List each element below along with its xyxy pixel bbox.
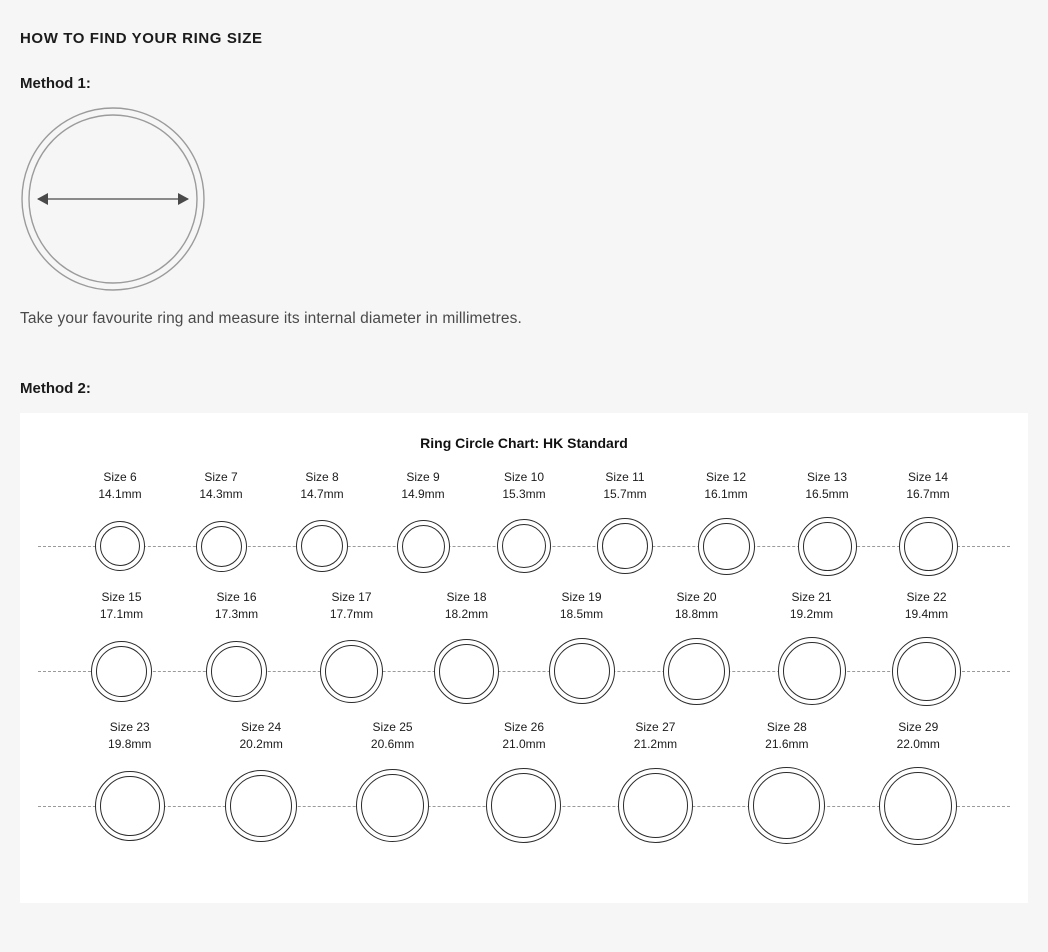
- ring-size-label: [294, 589, 409, 624]
- method-1-caption: Take your favourite ring and measure its internal diameter in millimetres.: [20, 310, 522, 327]
- ring-size-label: [869, 589, 984, 624]
- ring-size-label: [777, 469, 878, 504]
- ring-size-diameter: 20.2mm: [239, 737, 283, 752]
- ring-circle-cell[interactable]: [179, 641, 294, 702]
- ring-size-name: Size 19: [561, 590, 602, 605]
- ring-size-name: Size 22: [906, 590, 947, 605]
- ring-circle-cell[interactable]: [64, 641, 179, 702]
- method-1-section: [20, 75, 1028, 328]
- ring-size-name: Size 15: [101, 590, 142, 605]
- ring-size-label: [272, 469, 373, 504]
- page-title: HOW TO FIND YOUR RING SIZE: [20, 30, 263, 47]
- ring-size-diameter: 17.7mm: [329, 607, 374, 622]
- ring-size-diameter: 21.6mm: [765, 737, 809, 752]
- ring-size-label: [575, 469, 676, 504]
- method-1-label: Method 1:: [20, 75, 91, 92]
- ring-size-diameter: 18.5mm: [559, 607, 604, 622]
- double-headed-arrow-icon: [37, 193, 189, 205]
- ring-circle-cell[interactable]: [777, 517, 878, 576]
- ring-diameter-diagram: [20, 106, 220, 296]
- ring-circle-cell[interactable]: [721, 767, 852, 844]
- ring-size-diameter: 16.1mm: [704, 487, 748, 502]
- ring-circle: [91, 641, 152, 702]
- ring-circle-cell[interactable]: [458, 768, 589, 843]
- ring-size-name: Size 18: [446, 590, 487, 605]
- ring-circle: [597, 518, 653, 574]
- chart-title: Ring Circle Chart: HK Standard: [420, 435, 628, 451]
- ring-size-name: Size 11: [605, 470, 645, 484]
- ring-circle: [497, 519, 551, 573]
- ring-size-name: Size 24: [241, 719, 282, 734]
- ring-size-diameter: 19.4mm: [904, 607, 949, 622]
- ring-size-label: [878, 469, 979, 504]
- ring-circle-cell[interactable]: [195, 770, 326, 842]
- ring-size-label: [171, 469, 272, 504]
- ring-size-diameter: 15.3mm: [502, 487, 546, 502]
- ring-size-name: Size 12: [705, 470, 747, 484]
- chart-row: [20, 589, 1028, 719]
- ring-size-name: Size 13: [806, 470, 848, 484]
- ring-circle-cell[interactable]: [70, 521, 171, 571]
- ring-size-name: Size 6: [103, 470, 137, 484]
- ring-circle-cell[interactable]: [327, 769, 458, 842]
- ring-circle: [397, 520, 450, 573]
- ring-circle-cell[interactable]: [373, 520, 474, 573]
- ring-size-diameter: 17.3mm: [214, 607, 259, 622]
- ring-circle-cell[interactable]: [639, 638, 754, 705]
- chart-row: [20, 719, 1028, 858]
- ring-size-name: Size 10: [503, 470, 545, 484]
- ring-size-diameter: 21.2mm: [633, 737, 678, 752]
- ring-circle: [320, 640, 383, 703]
- ring-size-diameter: 16.7mm: [906, 487, 950, 502]
- ring-circle-cell[interactable]: [754, 637, 869, 705]
- ring-size-label: [474, 469, 575, 504]
- chart-row-rings: [20, 504, 1028, 589]
- ring-size-diameter: 15.7mm: [603, 487, 647, 502]
- ring-circle: [486, 768, 561, 843]
- ring-size-name: Size 26: [503, 719, 544, 734]
- ring-size-label: [754, 589, 869, 624]
- ring-circle: [95, 771, 165, 841]
- ring-size-diameter: 14.9mm: [401, 487, 445, 502]
- ring-size-diameter: 18.2mm: [444, 607, 489, 622]
- ring-size-name: Size 25: [372, 719, 413, 734]
- ring-size-diameter: 14.7mm: [300, 487, 344, 502]
- ring-size-label: [721, 719, 852, 754]
- ring-size-name: Size 7: [204, 470, 238, 484]
- ring-size-label: [64, 719, 195, 754]
- ring-circle: [296, 520, 348, 572]
- chart-row-labels: [20, 719, 1028, 754]
- ring-circle: [356, 769, 429, 842]
- ring-circle: [798, 517, 857, 576]
- ring-size-name: Size 8: [305, 470, 339, 484]
- ring-size-label: [70, 469, 171, 504]
- ring-size-label: [179, 589, 294, 624]
- ring-size-name: Size 16: [216, 590, 257, 605]
- ring-size-name: Size 21: [791, 590, 832, 605]
- ring-circle-cell[interactable]: [869, 637, 984, 706]
- ring-size-name: Size 20: [676, 590, 717, 605]
- ring-circle: [778, 637, 846, 705]
- ring-circle: [879, 767, 957, 845]
- ring-size-diameter: 21.0mm: [502, 737, 546, 752]
- ring-size-name: Size 27: [635, 719, 676, 734]
- ring-circle: [892, 637, 961, 706]
- ring-circle-cell[interactable]: [409, 639, 524, 704]
- ring-circle: [196, 521, 247, 572]
- ring-size-label: [327, 719, 458, 754]
- ring-size-diameter: 16.5mm: [805, 487, 849, 502]
- ring-circle-cell[interactable]: [878, 517, 979, 576]
- ring-circle-chart-panel: [20, 413, 1028, 903]
- ring-size-diameter: 19.8mm: [108, 737, 152, 752]
- ring-size-label: [524, 589, 639, 624]
- ring-circle-cell[interactable]: [524, 638, 639, 704]
- ring-size-name: Size 14: [907, 470, 949, 484]
- ring-size-diameter: 20.6mm: [370, 737, 415, 752]
- ring-circle: [748, 767, 825, 844]
- ring-circle-cell[interactable]: [64, 771, 195, 841]
- ring-circle: [663, 638, 730, 705]
- chart-rows: [20, 469, 1028, 858]
- ring-circle-cell[interactable]: [590, 768, 721, 843]
- ring-size-name: Size 23: [109, 719, 150, 734]
- ring-circle: [434, 639, 499, 704]
- ring-size-diameter: 18.8mm: [674, 607, 719, 622]
- ring-size-label: [409, 589, 524, 624]
- ring-circle: [206, 641, 267, 702]
- ring-size-label: [373, 469, 474, 504]
- ring-size-name: Size 28: [766, 719, 807, 734]
- ring-circle-cell[interactable]: [171, 521, 272, 572]
- chart-row-labels: [20, 469, 1028, 504]
- ring-size-diameter: 22.0mm: [896, 737, 940, 752]
- ring-size-label: [458, 719, 589, 754]
- ring-size-label: [590, 719, 721, 754]
- ring-size-label: [639, 589, 754, 624]
- chart-row: [20, 469, 1028, 589]
- ring-circle: [899, 517, 958, 576]
- ring-size-diameter: 17.1mm: [99, 607, 144, 622]
- ring-circle: [225, 770, 297, 842]
- ring-size-diameter: 14.1mm: [98, 487, 142, 502]
- ring-size-label: [64, 589, 179, 624]
- method-2-label: Method 2:: [20, 380, 91, 397]
- ring-circle-cell[interactable]: [294, 640, 409, 703]
- ring-circle: [95, 521, 145, 571]
- ring-size-label: [676, 469, 777, 504]
- ring-size-diameter: 14.3mm: [199, 487, 243, 502]
- ring-size-name: Size 29: [898, 719, 939, 734]
- ring-size-label: [195, 719, 326, 754]
- ring-circle: [618, 768, 693, 843]
- ring-circle: [698, 518, 755, 575]
- ring-circle: [549, 638, 615, 704]
- ring-size-label: [853, 719, 984, 754]
- ring-circle-cell[interactable]: [676, 518, 777, 575]
- ring-circle-cell[interactable]: [853, 767, 984, 845]
- ring-size-name: Size 9: [406, 470, 440, 484]
- ring-size-diameter: 19.2mm: [789, 607, 834, 622]
- chart-row-labels: [20, 589, 1028, 624]
- chart-row-rings: [20, 624, 1028, 719]
- ring-outline-icon: [20, 106, 220, 296]
- chart-row-rings: [20, 753, 1028, 857]
- ring-circle-cell[interactable]: [272, 520, 373, 572]
- ring-size-name: Size 17: [331, 590, 372, 605]
- ring-circle-cell[interactable]: [575, 518, 676, 574]
- ring-circle-cell[interactable]: [474, 519, 575, 573]
